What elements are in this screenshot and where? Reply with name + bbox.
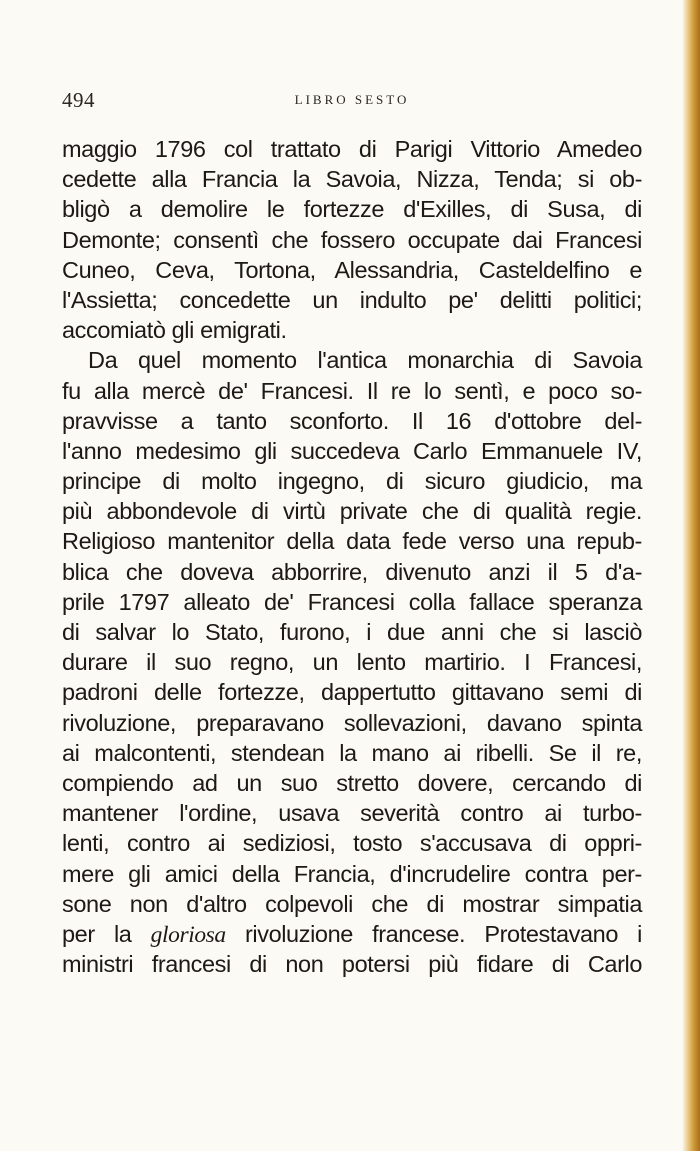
text-line: Da quel momento l'antica monarchia di Savoia	[88, 347, 642, 374]
text-line: Cuneo, Ceva, Tortona, Alessandria, Casteldelfino e	[62, 256, 642, 283]
text-line: cedette alla Francia la Savoia, Nizza, Tenda; si ob-	[62, 166, 642, 193]
text-line: blica che doveva abborrire, divenuto anzi il 5 d'a-	[62, 558, 642, 585]
text-line: sone non d'altro colpevoli che di mostrar simpatia	[62, 890, 642, 917]
text-line: durare il suo regno, un lento martirio. I Francesi,	[62, 649, 642, 676]
text-line: padroni delle fortezze, dappertutto gittavano semi di	[62, 679, 642, 706]
text-fragment: rivoluzione francese. Protestavano i	[244, 920, 642, 947]
text-line: ministri francesi di non potersi più fidare di Carlo	[62, 951, 642, 978]
text-line: più abbondevole di virtù private che di qualità regie.	[62, 498, 642, 525]
text-line: bligò a demolire le fortezze d'Exilles, di Susa, di	[62, 196, 642, 223]
body-text	[62, 134, 642, 979]
text-line: ai malcontenti, stendean la mano ai ribelli. Se il re,	[62, 739, 642, 766]
page-header	[62, 88, 642, 118]
text-line: prile 1797 alleato de' Francesi colla fallace speranza	[62, 588, 642, 615]
text-line: mere gli amici della Francia, d'incrudelire contra per-	[62, 860, 642, 887]
running-head: LIBRO SESTO	[294, 92, 410, 107]
text-line: accomiatò gli emigrati.	[62, 317, 287, 344]
text-line: l'Assietta; concedette un indulto pe' delitti politici;	[62, 286, 642, 313]
text-line: principe di molto ingegno, di sicuro giudicio, ma	[62, 468, 642, 495]
text-line: fu alla mercè de' Francesi. Il re lo sentì, e poco so-	[62, 377, 642, 404]
text-fragment: per la	[62, 920, 132, 947]
text-line: rivoluzione, preparavano sollevazioni, davano spinta	[62, 709, 642, 736]
page-edge	[682, 0, 700, 1151]
text-line: lenti, contro ai sediziosi, tosto s'accusava di oppri-	[62, 830, 642, 857]
text-line-with-italic	[62, 919, 642, 949]
text-line: Religioso mantenitor della data fede verso una repub-	[62, 528, 642, 555]
text-line: compiendo ad un suo stretto dovere, cercando di	[62, 769, 642, 796]
text-line: di salvar lo Stato, furono, i due anni che si lasciò	[62, 619, 642, 645]
text-line: l'anno medesimo gli succedeva Carlo Emmanuele IV,	[62, 437, 642, 464]
page-number: 494	[62, 88, 95, 112]
italic-word: gloriosa	[150, 921, 226, 948]
text-line: pravvisse a tanto sconforto. Il 16 d'ottobre del-	[62, 407, 642, 434]
text-line: Demonte; consentì che fossero occupate dai Francesi	[62, 226, 642, 253]
text-line: mantener l'ordine, usava severità contro ai turbo-	[62, 800, 642, 827]
text-line: maggio 1796 col trattato di Parigi Vittorio Amedeo	[62, 136, 642, 162]
